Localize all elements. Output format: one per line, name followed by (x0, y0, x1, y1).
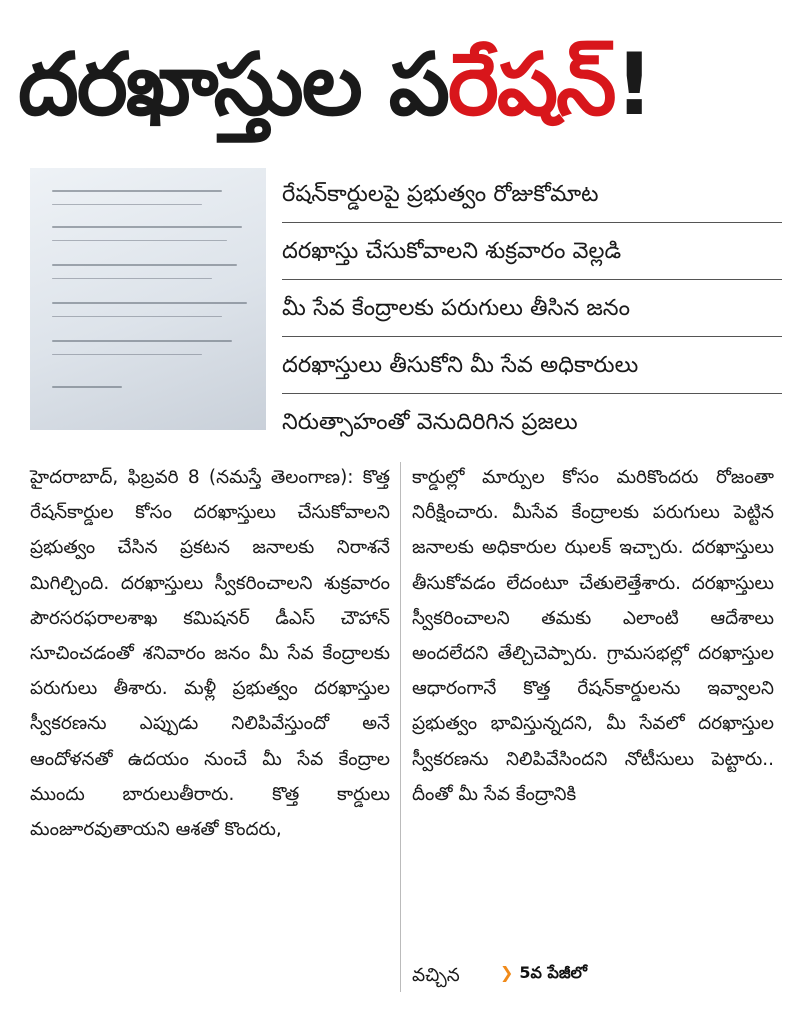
headline-part-red: రేషన్ (447, 35, 615, 135)
article-paragraph-left: హైదరాబాద్, ఫిబ్రవరి 8 (నమస్తే తెలంగాణ): కొత్త రేషన్‌కార్డుల కోసం దరఖాస్తులు చేసుకోవాలని ప్రభుత్వం చేసిన ప్రకటన జనాలకు నిరాశనే మిగిల్చింది. దరఖాస్తులు స్వీకరించాలని శుక్రవారం పౌరసరఫరాలశాఖ కమిషనర్ డీఎస్ చౌహాన్ సూచించడంతో శనివారం జనం మీ సేవ కేంద్రాలకు పరుగులు తీశారు. మళ్లీ ప్రభుత్వం దరఖాస్తుల స్వీకరణను ఎప్పుడు నిలిపివేస్తుందో అనే ఆందోళనతో ఉదయం నుంచే మీ సేవ కేంద్రాల ముందు బారులుతీరారు. కొత్త కార్డులు మంజూరవుతాయని ఆశతో కొందరు, (30, 467, 390, 841)
highlight-item: నిరుత్సాహంతో వెనుదిరిగిన ప్రజలు (282, 409, 578, 435)
article-paragraph-right: కార్డుల్లో మార్పుల కోసం మరికొందరు రోజంతా నిరీక్షించారు. మీసేవ కేంద్రాలకు పరుగులు పెట్టిన జనాలకు అధికారుల ఝలక్ ఇచ్చారు. దరఖాస్తులు తీసుకోవడం లేదంటూ చేతులెత్తేశారు. దరఖాస్తులు స్వీకరించాలని తమకు ఎలాంటి ఆదేశాలు అందలేదని తేల్చిచెప్పారు. గ్రామసభల్లో దరఖాస్తుల ఆధారంగానే కొత్త రేషన్‌కార్డులను ఇవ్వాలని ప్రభుత్వం భావిస్తున్నదని, మీ సేవలో దరఖాస్తుల స్వీకరణను నిలిపివేసిందని నోటీసులు పెట్టారు.. దీంతో మీ సేవ కేంద్రానికి (412, 467, 774, 805)
chevron-right-icon: ❯ (500, 963, 514, 982)
headline-part-1: దరఖాస్తుల ప (18, 35, 448, 135)
highlight-item: రేషన్‌కార్డులపై ప్రభుత్వం రోజుకోమాట (282, 166, 782, 223)
highlight-item: దరఖాస్తులు తీసుకోని మీ సేవ అధికారులు (282, 337, 782, 394)
continue-reference[interactable] (500, 963, 587, 986)
notice-photo (30, 168, 266, 430)
continue-label: 5వ పేజీలో (519, 963, 588, 982)
headline-exclamation: ! (614, 35, 652, 135)
article-column-left (30, 460, 390, 847)
highlight-item: మీ సేవ కేంద్రాలకు పరుగులు తీసిన జనం (282, 280, 782, 337)
highlight-item: దరఖాస్తు చేసుకోవాలని శుక్రవారం వెల్లడి (282, 223, 782, 280)
article-column-right (412, 460, 774, 812)
column-divider (400, 462, 401, 992)
highlights-list (282, 166, 782, 450)
article-last-word: వచ్చిన (412, 965, 460, 986)
headline (18, 20, 788, 150)
